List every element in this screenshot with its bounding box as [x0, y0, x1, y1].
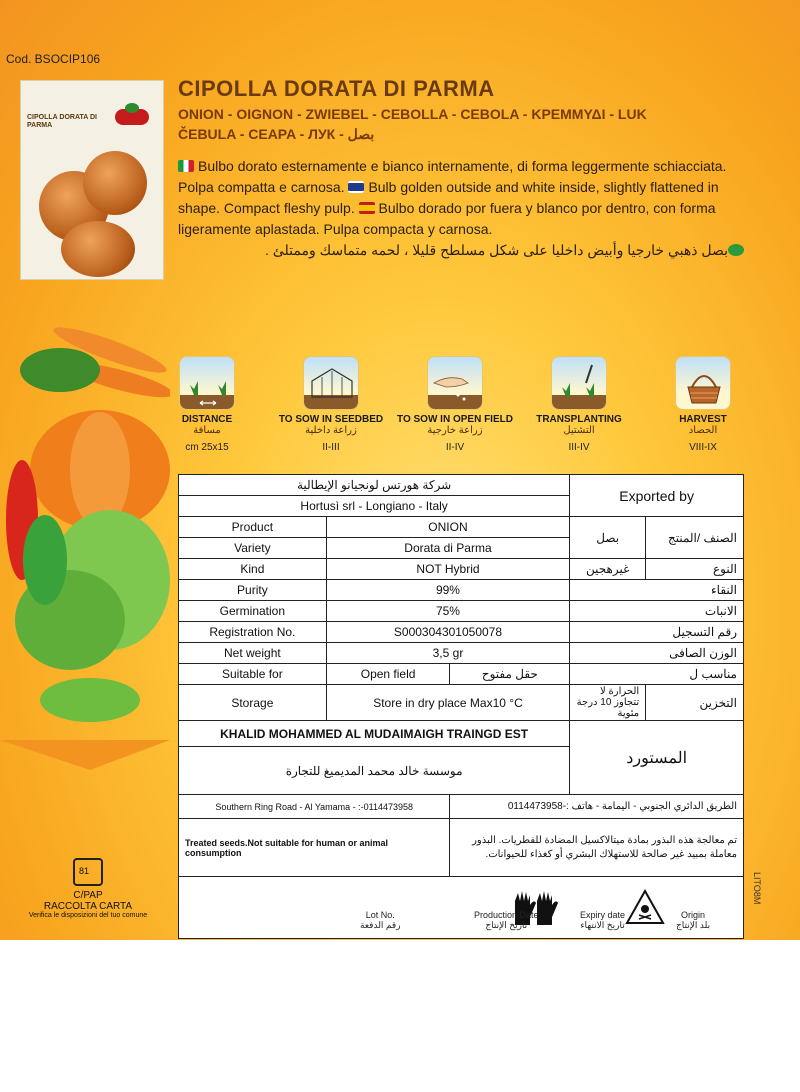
recycle-number: 81 [79, 866, 90, 876]
storage-value-ar: الحرارة لا تتجاوز 10 درجة مئوية [570, 685, 646, 721]
icon-label-ar: مسافة [193, 425, 221, 436]
icon-transplanting [514, 356, 644, 453]
suitable-value-ar: حقل مفتوح [450, 664, 570, 685]
icon-label: TO SOW IN OPEN FIELD [397, 414, 513, 425]
product-code: Cod. BSOCIP106 [6, 52, 101, 66]
company-ar: شركة هورتس لونجيانو الإيطالية [179, 475, 570, 496]
treated-seeds-warning-ar: تم معالجة هذه البذور بمادة ميتالاكسيل المضادة للفطريات. البذور معاملة بمبيد غير صالحة للاستهلاك البشري أو كغذاء للحيوانات. [450, 819, 744, 877]
bottom-white-band [0, 940, 800, 1092]
icon-value: III-IV [568, 442, 590, 453]
table-row [179, 517, 744, 538]
recycle-icon [73, 858, 103, 886]
icon-label: HARVEST [679, 414, 727, 425]
table-row [179, 643, 744, 664]
expiry-label: Expiry date [580, 910, 626, 920]
importer-address: Southern Ring Road - Al Yamama - :-0114473958 [179, 795, 450, 819]
product-label: Product [179, 517, 327, 538]
table-row [179, 601, 744, 622]
description-en: Bulb golden outside and white inside, slightly flattened in shape. Compact fleshy pulp. [178, 179, 719, 216]
recycle-note: Verifica le disposizioni del tuo comune [28, 912, 148, 919]
purity-value: 99% [326, 580, 570, 601]
table-row [179, 685, 744, 721]
production-date-label [474, 910, 539, 931]
brand-logo-leaf [125, 103, 139, 113]
icon-label: DISTANCE [181, 414, 233, 425]
suitable-label: Suitable for [179, 664, 327, 685]
table-row [179, 877, 744, 939]
product-value: ONION [326, 517, 570, 538]
germination-label-ar: الانبات [570, 601, 744, 622]
production-label: Production Date [474, 910, 539, 920]
onion-image [61, 221, 135, 277]
kind-label-ar: النوع [646, 559, 744, 580]
description [178, 156, 748, 261]
product-info-table [178, 474, 744, 939]
icon-value: II-IV [445, 442, 465, 453]
icon-label-ar: الحصاد [688, 425, 718, 436]
description-ar: بصل ذهبي خارجيا وأبيض داخليا على شكل مسلطح قليلا ، لحمه متماسك وممتلئ . [265, 242, 728, 258]
description-es: Bulbo dorado por fuera y blanco por dentro, con forma ligeramente aplastada. Pulpa compacta y carnosa. [178, 200, 716, 237]
purity-label: Purity [179, 580, 327, 601]
expiry-label-ar: تاريخ الانتهاء [580, 920, 625, 930]
spain-flag-icon [359, 202, 375, 214]
importer-label-ar: المستورد [570, 721, 744, 795]
print-code: LITO8M [752, 872, 762, 905]
kind-value: NOT Hybrid [326, 559, 570, 580]
icon-label-ar: زراعة داخلية [305, 425, 357, 436]
table-row [179, 622, 744, 643]
recycle-code: C/PAP [73, 890, 103, 901]
importer-name-ar: موسسة خالد محمد المديميغ للتجارة [179, 747, 570, 795]
storage-label: Storage [179, 685, 327, 721]
icon-label: TRANSPLANTING [536, 414, 622, 425]
table-row [179, 559, 744, 580]
treated-seeds-warning: Treated seeds.Not suitable for human or animal consumption [179, 819, 450, 877]
icon-value: VIII-IX [689, 442, 717, 453]
germination-value: 75% [326, 601, 570, 622]
suitable-value: Open field [326, 664, 450, 685]
toxic-warning-icon [625, 889, 665, 925]
importer-name: KHALID MOHAMMED AL MUDAIMAIGH TRAINGD EST [179, 721, 570, 747]
icon-seedbed [266, 356, 396, 453]
kind-value-ar: غيرهجين [570, 559, 646, 580]
registration-label-ar: رقم التسجيل [570, 622, 744, 643]
origin-label-en: Origin [681, 910, 706, 920]
origin-label [676, 910, 710, 931]
recycle-text: RACCOLTA CARTA [43, 901, 133, 912]
thumbnail-title: CIPOLLA DORATA DI PARMA [27, 114, 97, 129]
product-label-ar: الصنف /المنتج [646, 517, 744, 559]
safety-row [179, 877, 744, 939]
lot-label: Lot No. [365, 910, 395, 920]
open-field-icon [427, 356, 483, 410]
registration-label: Registration No. [179, 622, 327, 643]
company-name: Hortusì srl - Longiano - Italy [179, 496, 570, 517]
product-value-ar: بصل [570, 517, 646, 559]
transplanting-icon [551, 356, 607, 410]
variety-title: CIPOLLA DORATA DI PARMA [178, 76, 495, 101]
table-row [179, 664, 744, 685]
production-label-ar: تاريخ الإنتاج [485, 920, 528, 930]
table-row [179, 721, 744, 747]
saudi-flag-icon [728, 244, 744, 256]
storage-label-ar: التخزين [646, 685, 744, 721]
icon-value: cm 25x15 [185, 442, 229, 453]
packet-front-thumbnail [20, 80, 164, 280]
table-row [179, 795, 744, 819]
icon-value: II-III [322, 442, 340, 453]
exported-by-label: Exported by [570, 475, 744, 517]
icon-distance [142, 356, 272, 453]
net-weight-label-ar: الوزن الصافى [570, 643, 744, 664]
icon-harvest [638, 356, 768, 453]
cultivation-icons [166, 356, 766, 466]
registration-value: S000304301050078 [326, 622, 570, 643]
seedbed-icon [303, 356, 359, 410]
onion-image [83, 151, 147, 215]
variety-label: Variety [179, 538, 327, 559]
uk-flag-icon [348, 181, 364, 193]
expiry-date-label [580, 910, 625, 931]
storage-value: Store in dry place Max10 °C [326, 685, 570, 721]
icon-label-ar: زراعة خارجية [427, 425, 483, 436]
distance-icon [179, 356, 235, 410]
recycling-info [18, 858, 158, 919]
importer-address-ar: الطريق الدائري الجنوبي - اليمامة - هاتف :-0114473958 [450, 795, 744, 819]
suitable-label-ar: مناسب ل [570, 664, 744, 685]
lot-label-ar: رقم الدفعة [360, 920, 401, 930]
purity-label-ar: النقاء [570, 580, 744, 601]
language-line-2: ČEBULA - CEAPA - ЛУК - بصل [178, 126, 375, 142]
language-names [178, 104, 688, 144]
net-weight-value: 3,5 gr [326, 643, 570, 664]
description-it: Bulbo dorato esternamente e bianco internamente, di forma leggermente schiacciata. Polpa compatta e carnosa. [178, 158, 727, 195]
italy-flag-icon [178, 160, 194, 172]
language-line-1: ONION - OIGNON - ZWIEBEL - CEBOLLA - CEBOLA - ΚΡΕΜΜΥΔΙ - LUK [178, 106, 647, 122]
description-ar-line [178, 240, 748, 261]
table-row [179, 580, 744, 601]
germination-label: Germination [179, 601, 327, 622]
variety-value: Dorata di Parma [326, 538, 570, 559]
harvest-icon [675, 356, 731, 410]
lot-number-label [360, 910, 401, 931]
table-row [179, 475, 744, 496]
net-weight-label: Net weight [179, 643, 327, 664]
kind-label: Kind [179, 559, 327, 580]
icon-label: TO SOW IN SEEDBED [278, 414, 384, 425]
table-row [179, 819, 744, 877]
icon-open-field [390, 356, 520, 453]
icon-label-ar: التشتيل [563, 425, 595, 436]
origin-label-ar: بلد الإنتاج [676, 920, 711, 930]
